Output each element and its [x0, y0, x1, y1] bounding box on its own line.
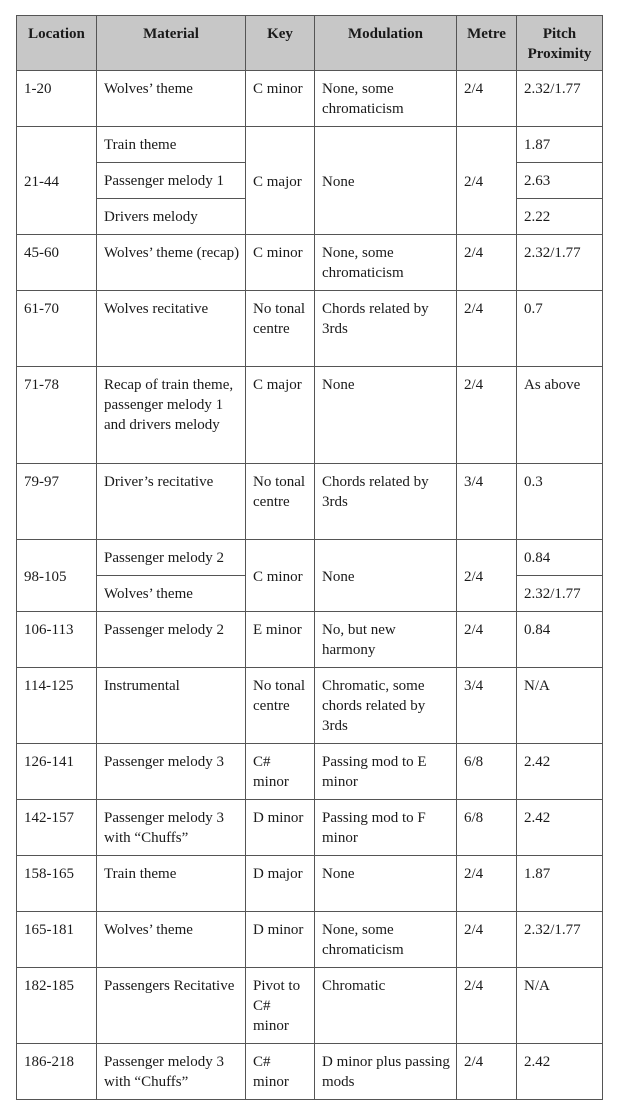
- cell-metre: 2/4: [457, 71, 517, 127]
- cell-pitch: 1.87: [517, 856, 603, 912]
- cell-metre: 2/4: [457, 540, 517, 612]
- cell-location: 1-20: [17, 71, 97, 127]
- cell-metre: 2/4: [457, 856, 517, 912]
- cell-key: D minor: [246, 800, 315, 856]
- table-row: [17, 71, 603, 127]
- cell-key: E minor: [246, 612, 315, 668]
- cell-material: Drivers melody: [97, 199, 246, 235]
- cell-pitch: 0.7: [517, 291, 603, 367]
- cell-location: 142-157: [17, 800, 97, 856]
- cell-key: No tonal centre: [246, 464, 315, 540]
- cell-key: C# minor: [246, 744, 315, 800]
- table-row: [17, 912, 603, 968]
- cell-key: C minor: [246, 71, 315, 127]
- cell-location: 98-105: [17, 540, 97, 612]
- cell-metre: 2/4: [457, 1044, 517, 1100]
- cell-modulation: None: [315, 127, 457, 235]
- cell-material: Instrumental: [97, 668, 246, 744]
- header-modulation: Modulation: [315, 16, 457, 71]
- cell-pitch: 2.22: [517, 199, 603, 235]
- cell-key: No tonal centre: [246, 291, 315, 367]
- table-row: [17, 744, 603, 800]
- cell-pitch: 2.32/1.77: [517, 71, 603, 127]
- cell-material: Passenger melody 2: [97, 540, 246, 576]
- table-row: [17, 367, 603, 464]
- cell-material: Driver’s recitative: [97, 464, 246, 540]
- cell-modulation: Chromatic: [315, 968, 457, 1044]
- cell-pitch: 2.32/1.77: [517, 576, 603, 612]
- cell-metre: 2/4: [457, 235, 517, 291]
- table-row: [17, 968, 603, 1044]
- cell-modulation: None, some chromaticism: [315, 71, 457, 127]
- cell-pitch: 2.42: [517, 800, 603, 856]
- cell-material: Train theme: [97, 127, 246, 163]
- cell-modulation: Chromatic, some chords related by 3rds: [315, 668, 457, 744]
- cell-material: Wolves’ theme (recap): [97, 235, 246, 291]
- cell-material: Passenger melody 3 with “Chuffs”: [97, 800, 246, 856]
- cell-material: Passenger melody 3: [97, 744, 246, 800]
- cell-modulation: Chords related by 3rds: [315, 464, 457, 540]
- cell-modulation: D minor plus passing mods: [315, 1044, 457, 1100]
- cell-location: 182-185: [17, 968, 97, 1044]
- table-row: [17, 1044, 603, 1100]
- cell-pitch: 2.32/1.77: [517, 912, 603, 968]
- cell-pitch: 2.32/1.77: [517, 235, 603, 291]
- cell-pitch: N/A: [517, 668, 603, 744]
- table-row: [17, 612, 603, 668]
- cell-key: C major: [246, 127, 315, 235]
- cell-modulation: None, some chromaticism: [315, 235, 457, 291]
- cell-metre: 3/4: [457, 464, 517, 540]
- cell-material: Passenger melody 3 with “Chuffs”: [97, 1044, 246, 1100]
- cell-key: C major: [246, 367, 315, 464]
- cell-modulation: Passing mod to F minor: [315, 800, 457, 856]
- cell-key: C minor: [246, 540, 315, 612]
- cell-location: 45-60: [17, 235, 97, 291]
- cell-pitch: 2.42: [517, 1044, 603, 1100]
- table-row: [17, 800, 603, 856]
- cell-modulation: None, some chromaticism: [315, 912, 457, 968]
- cell-location: 106-113: [17, 612, 97, 668]
- cell-location: 126-141: [17, 744, 97, 800]
- cell-location: 21-44: [17, 127, 97, 235]
- cell-material: Passenger melody 2: [97, 612, 246, 668]
- cell-modulation: None: [315, 367, 457, 464]
- cell-metre: 2/4: [457, 912, 517, 968]
- cell-material: Wolves recitative: [97, 291, 246, 367]
- cell-metre: 6/8: [457, 800, 517, 856]
- cell-material: Wolves’ theme: [97, 912, 246, 968]
- analysis-table: [16, 15, 603, 1100]
- cell-location: 158-165: [17, 856, 97, 912]
- cell-location: 61-70: [17, 291, 97, 367]
- cell-metre: 2/4: [457, 291, 517, 367]
- cell-location: 71-78: [17, 367, 97, 464]
- cell-key: C minor: [246, 235, 315, 291]
- cell-pitch: 2.63: [517, 163, 603, 199]
- table-row: [17, 464, 603, 540]
- cell-pitch: 0.84: [517, 540, 603, 576]
- cell-key: C# minor: [246, 1044, 315, 1100]
- header-row: [17, 16, 603, 71]
- cell-metre: 2/4: [457, 612, 517, 668]
- cell-metre: 2/4: [457, 367, 517, 464]
- cell-modulation: Chords related by 3rds: [315, 291, 457, 367]
- cell-material: Passengers Recitative: [97, 968, 246, 1044]
- cell-location: 114-125: [17, 668, 97, 744]
- table-row: [17, 291, 603, 367]
- cell-metre: 2/4: [457, 127, 517, 235]
- cell-modulation: None: [315, 540, 457, 612]
- cell-key: D minor: [246, 912, 315, 968]
- cell-key: Pivot to C# minor: [246, 968, 315, 1044]
- header-pitch-proximity: Pitch Proximity: [517, 16, 603, 71]
- cell-metre: 2/4: [457, 968, 517, 1044]
- table-row: [17, 127, 603, 163]
- cell-pitch: N/A: [517, 968, 603, 1044]
- header-material: Material: [97, 16, 246, 71]
- cell-metre: 3/4: [457, 668, 517, 744]
- cell-pitch: 1.87: [517, 127, 603, 163]
- cell-location: 79-97: [17, 464, 97, 540]
- header-metre: Metre: [457, 16, 517, 71]
- cell-material: Wolves’ theme: [97, 576, 246, 612]
- cell-location: 165-181: [17, 912, 97, 968]
- header-location: Location: [17, 16, 97, 71]
- header-key: Key: [246, 16, 315, 71]
- cell-material: Passenger melody 1: [97, 163, 246, 199]
- cell-modulation: No, but new harmony: [315, 612, 457, 668]
- table-row: [17, 540, 603, 576]
- cell-metre: 6/8: [457, 744, 517, 800]
- table-row: [17, 235, 603, 291]
- cell-key: D major: [246, 856, 315, 912]
- cell-pitch: As above: [517, 367, 603, 464]
- table-row: [17, 668, 603, 744]
- cell-pitch: 0.3: [517, 464, 603, 540]
- cell-pitch: 0.84: [517, 612, 603, 668]
- cell-location: 186-218: [17, 1044, 97, 1100]
- cell-key: No tonal centre: [246, 668, 315, 744]
- cell-modulation: Passing mod to E minor: [315, 744, 457, 800]
- cell-pitch: 2.42: [517, 744, 603, 800]
- cell-material: Train theme: [97, 856, 246, 912]
- cell-modulation: None: [315, 856, 457, 912]
- cell-material: Recap of train theme, passenger melody 1 and drivers melody: [97, 367, 246, 464]
- cell-material: Wolves’ theme: [97, 71, 246, 127]
- table-row: [17, 856, 603, 912]
